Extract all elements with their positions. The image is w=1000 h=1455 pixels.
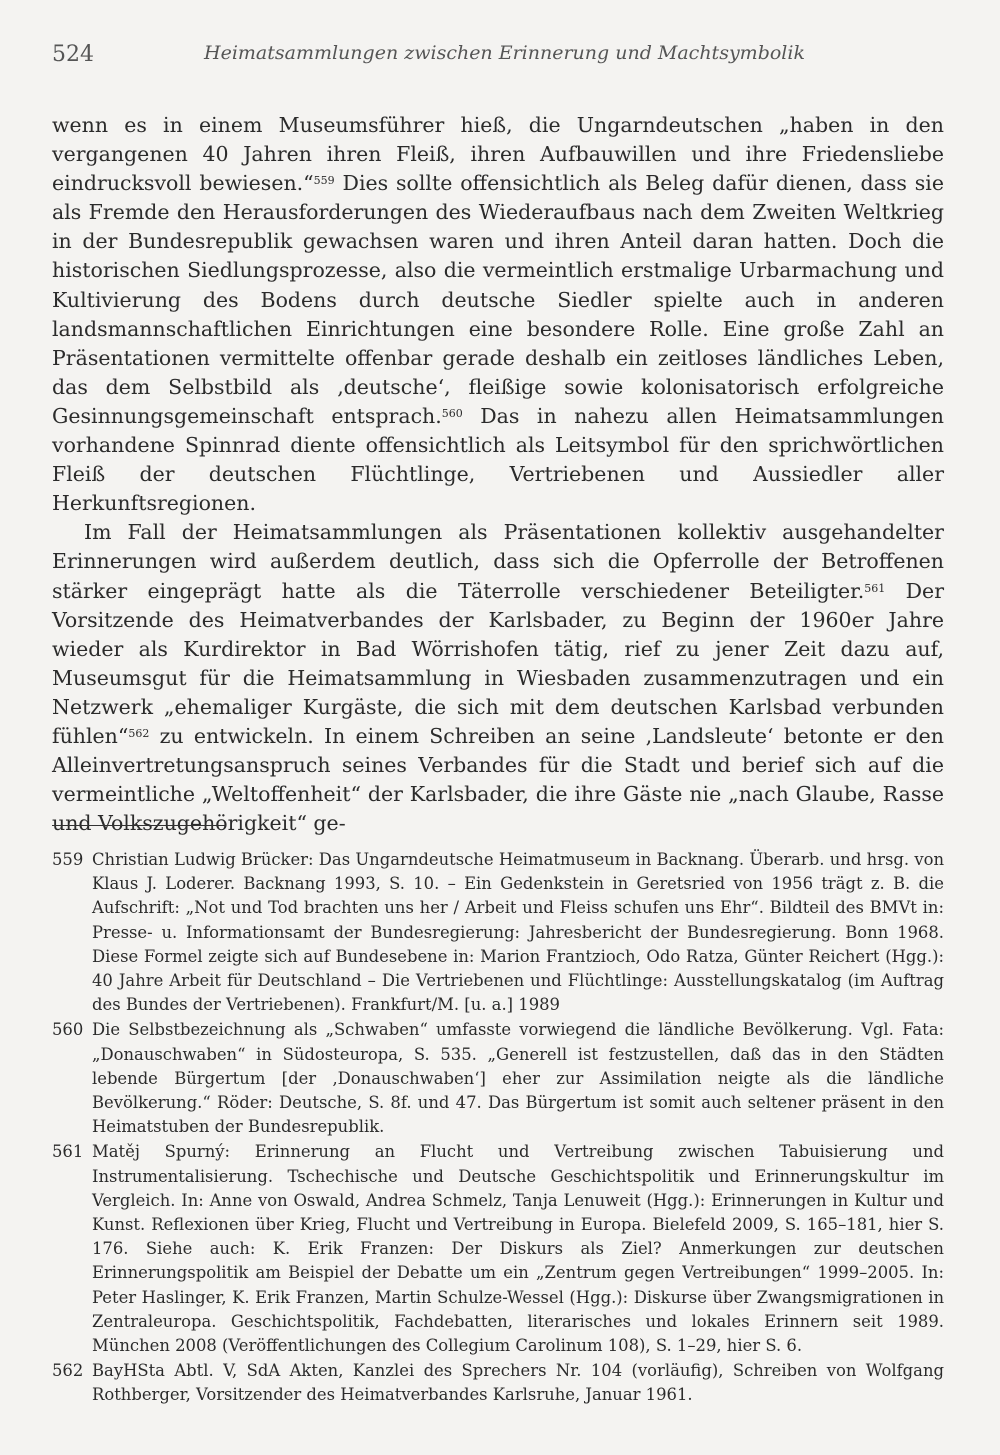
footnote-560	[52, 1018, 944, 1139]
footnotes	[52, 848, 944, 1409]
paragraph-2	[52, 518, 944, 838]
footnote-561	[52, 1140, 944, 1358]
paragraph-text: wenn es in einem Museumsführer hieß, die Ungarndeutschen „haben in den vergangenen 40 Jahren ihren Fleiß, ihren Aufbauwillen und ihre Friedensliebe eindrucksvoll bewiesen.“	[52, 113, 944, 196]
footnote-text: BayHSta Abtl. V, SdA Akten, Kanzlei des Sprechers Nr. 104 (vorläufig), Schreiben von Wolfgang Rothberger, Vorsitzender des Heimatverbandes Karlsruhe, Januar 1961.	[92, 1361, 944, 1405]
footnote-text: Christian Ludwig Brücker: Das Ungarndeutsche Heimatmuseum in Backnang. Überarb. und hrsg. von Klaus J. Loderer. Backnang 1993, S. 10. – Ein Gedenkstein in Geretsried von 1956 trägt z. B. die Aufschrift: „Not und Tod brachten uns her / Arbeit und Fleiss schufen uns Ehr“. Bildteil des BMVt in: Presse- u. Informationsamt der Bundesregierung: Jahresbericht der Bundesregierung. Bonn 1968. Diese Formel zeigte sich auf Bundesebene in: Marion Frantzioch, Odo Ratza, Günter Reichert (Hgg.): 40 Jahre Arbeit für Deutschland – Die Vertriebenen und Flüchtlinge: Ausstellungskatalog (im Auftrag des Bundes der Vertriebenen). Frankfurt/M. [u. a.] 1989	[92, 850, 944, 1015]
footnote-ref: 559	[313, 174, 335, 188]
paragraph-text: zu entwickeln. In einem Schreiben an seine ‚Landsleute‘ betonte er den Alleinvertretungsanspruch seines Verbandes für die Stadt und berief sich auf die vermeintliche „Weltoffenheit“ der Karlsbader, die ihre Gäste nie „nach Glaube, Rasse und Volkszugehörigkeit“ ge-	[52, 723, 944, 836]
footnote-text: Matěj Spurný: Erinnerung an Flucht und Vertreibung zwischen Tabuisierung und Instrumentalisierung. Tschechische und Deutsche Geschichtspolitik und Erinnerungskultur im Vergleich. In: Anne von Oswald, Andrea Schmelz, Tanja Lenuweit (Hgg.): Erinnerungen in Kultur und Kunst. Reflexionen über Krieg, Flucht und Vertreibung in Europa. Bielefeld 2009, S. 165–181, hier S. 176. Siehe auch: K. Erik Franzen: Der Diskurs als Ziel? Anmerkungen zur deutschen Erinnerungspolitik am Beispiel der Debatte um ein „Zentrum gegen Vertreibungen“ 1999–2005. In: Peter Haslinger, K. Erik Franzen, Martin Schulze-Wessel (Hgg.): Diskurse über Zwangsmigrationen in Zentraleuropa. Geschichtspolitik, Fachdebatten, literarisches und lokales Erinnern seit 1989. München 2008 (Veröffentlichungen des Collegium Carolinum 108), S. 1–29, hier S. 6.	[92, 1142, 944, 1356]
footnote-number: 561	[52, 1142, 84, 1162]
footnote-number: 559	[52, 850, 84, 869]
footnote-ref: 561	[864, 581, 886, 595]
page-header	[52, 42, 952, 76]
paragraph-text: Im Fall der Heimatsammlungen als Präsentationen kollektiv ausgehandelter Erinnerungen wird außerdem deutlich, dass sich die Opferrolle der Betroffenen stärker eingeprägt hatte als die Täterrolle verschiedener Beteiligter.	[52, 520, 944, 603]
running-title: Heimatsammlungen zwischen Erinnerung und Machtsymbolik	[204, 42, 805, 64]
footnote-ref: 560	[441, 406, 463, 420]
footnote-562	[52, 1359, 944, 1407]
footnote-number: 562	[52, 1361, 84, 1381]
paragraph-1	[52, 111, 944, 518]
footnote-number: 560	[52, 1020, 84, 1040]
paragraph-text: Das in nahezu allen Heimatsammlungen vorhandene Spinnrad diente offensichtlich als Leitsymbol für den sprichwörtlichen Fleiß der deutschen Flüchtlinge, Vertriebenen und Aussiedler aller Herkunftsregionen.	[52, 403, 944, 516]
paragraph-text: Der Vorsitzende des Heimatverbandes der Karlsbader, zu Beginn der 1960er Jahre wieder als Kurdirektor in Bad Wörrishofen tätig, rief zu jener Zeit dazu auf, Museumsgut für die Heimatsammlung in Wiesbaden zusammenzutragen und ein Netzwerk „ehemaliger Kurgäste, die sich mit dem deutschen Karlsbad verbunden fühlen“	[52, 578, 944, 748]
footnote-divider	[52, 825, 226, 826]
footnote-559	[52, 848, 944, 1017]
paragraph-text: Dies sollte offensichtlich als Beleg dafür dienen, dass sie als Fremde den Herausforderungen des Wiederaufbaus nach dem Zweiten Weltkrieg in der Bundesrepublik gewachsen waren und ihren Anteil daran hatten. Doch die historischen Siedlungsprozesse, also die vermeintlich erstmalige Urbarmachung und Kultivierung des Bodens durch deutsche Siedler spielte auch in anderen landsmannschaftlichen Einrichtungen eine besondere Rolle. Eine große Zahl an Präsentationen vermittelte offenbar gerade deshalb ein zeitloses ländliches Leben, das dem Selbstbild als ‚deutsche‘, fleißige sowie kolonisatorisch erfolgreiche Gesinnungsgemeinschaft entsprach.	[52, 171, 944, 428]
main-text	[52, 111, 944, 838]
page-number: 524	[52, 42, 94, 67]
footnote-ref: 562	[128, 726, 150, 740]
footnote-text: Die Selbstbezeichnung als „Schwaben“ umfasste vorwiegend die ländliche Bevölkerung. Vgl. Fata: „Donauschwaben“ in Südosteuropa, S. 535. „Generell ist festzustellen, daß das in den Städten lebende Bürgertum [der ‚Donauschwaben‘] eher zur Assimilation neigte als die ländliche Bevölkerung.“ Röder: Deutsche, S. 8f. und 47. Das Bürgertum ist somit auch seltener präsent in den Heimatstuben der Bundesrepublik.	[92, 1020, 944, 1137]
